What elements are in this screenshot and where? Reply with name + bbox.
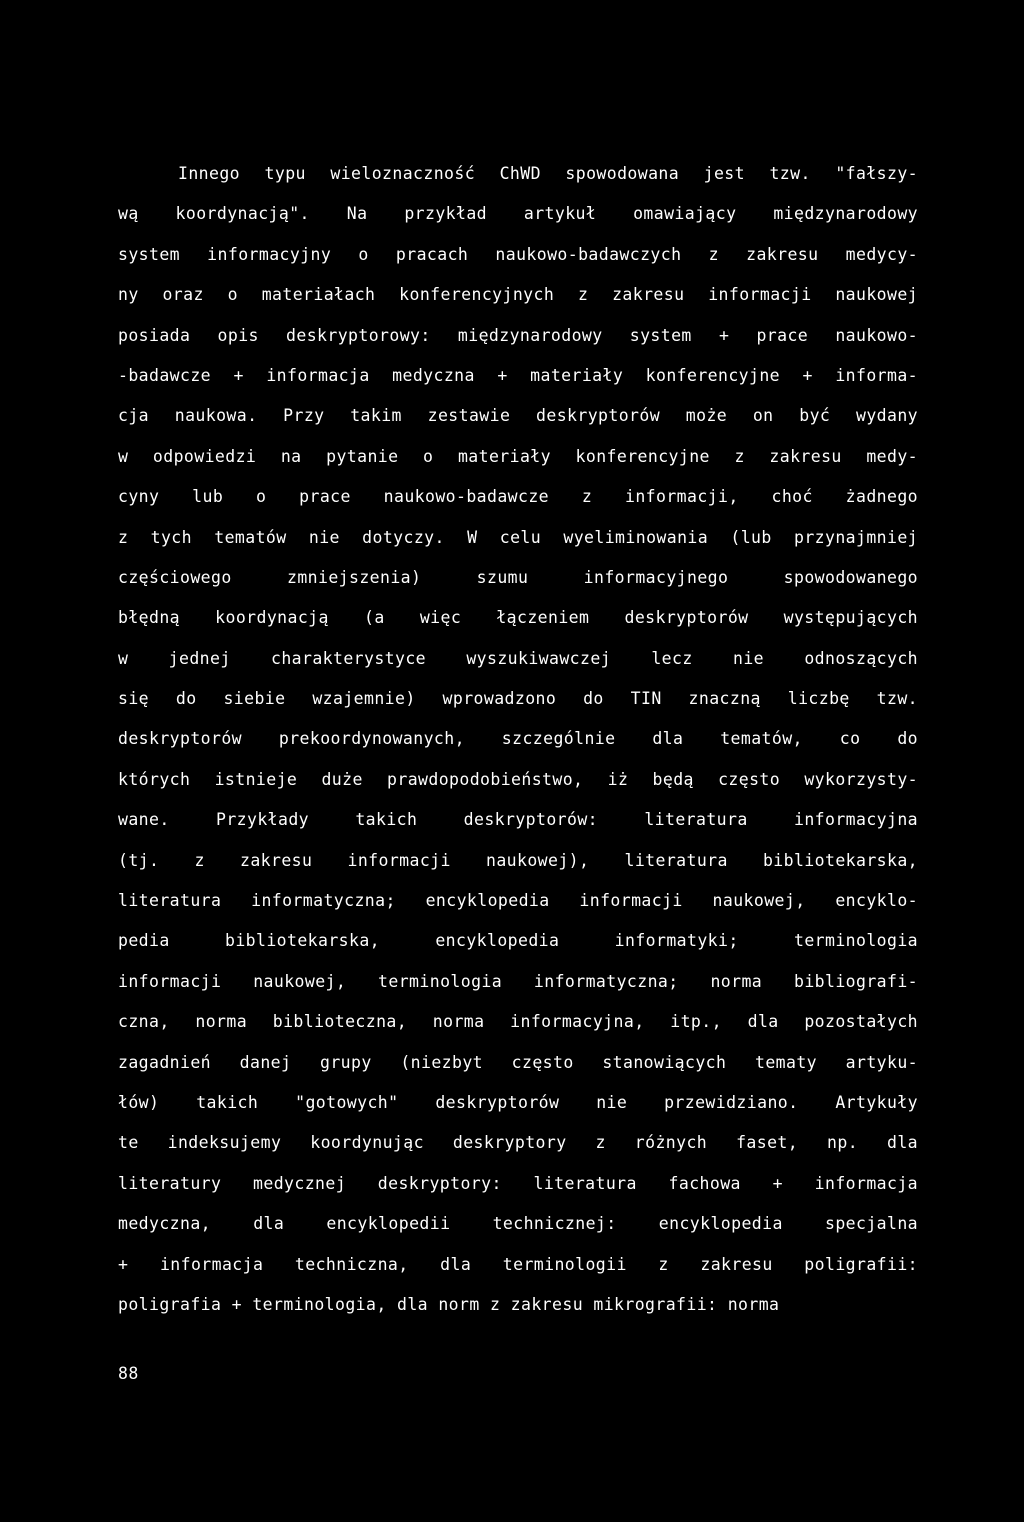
- text-line: poligrafia + terminologia, dla norm z zakresu mikrografii: norma: [118, 1294, 780, 1314]
- text-line: ny oraz o materiałach konferencyjnych z zakresu informacji naukowej: [118, 285, 918, 305]
- text-line: w jednej charakterystyce wyszukiwawczej lecz nie odnoszących: [118, 648, 918, 668]
- text-line: system informacyjny o pracach naukowo-badawczych z zakresu medycy-: [118, 244, 918, 264]
- text-line: w odpowiedzi na pytanie o materiały konferencyjne z zakresu medy-: [118, 446, 918, 466]
- text-line: się do siebie wzajemnie) wprowadzono do TIN znaczną liczbę tzw.: [118, 689, 918, 709]
- text-line: z tych tematów nie dotyczy. W celu wyeliminowania (lub przynajmniej: [118, 527, 918, 547]
- text-line: informacji naukowej, terminologia informatyczna; norma bibliografi-: [118, 971, 918, 991]
- text-line: Innego typu wieloznaczność ChWD spowodowana jest tzw. "fałszy-: [178, 164, 918, 183]
- text-line: literatury medycznej deskryptory: literatura fachowa + informacja: [118, 1173, 918, 1193]
- text-line: wą koordynacją". Na przykład artykuł omawiający międzynarodowy: [118, 204, 918, 224]
- text-line: te indeksujemy koordynując deskryptory z różnych faset, np. dla: [118, 1133, 918, 1153]
- page-number: 88: [118, 1364, 139, 1383]
- text-line: -badawcze + informacja medyczna + materiały konferencyjne + informa-: [118, 365, 918, 385]
- text-line: posiada opis deskryptorowy: międzynarodowy system + prace naukowo-: [118, 325, 918, 345]
- text-line: których istnieje duże prawdopodobieństwo, iż będą często wykorzysty-: [118, 769, 918, 789]
- text-line: zagadnień danej grupy (niezbyt często stanowiących tematy artyku-: [118, 1052, 918, 1072]
- text-line: cyny lub o prace naukowo-badawcze z informacji, choć żadnego: [118, 487, 918, 507]
- text-line: medyczna, dla encyklopedii technicznej: encyklopedia specjalna: [118, 1214, 918, 1234]
- text-line: + informacja techniczna, dla terminologii z zakresu poligrafii:: [118, 1254, 918, 1274]
- text-line: czna, norma biblioteczna, norma informacyjna, itp., dla pozostałych: [118, 1012, 918, 1032]
- text-line: wane. Przykłady takich deskryptorów: literatura informacyjna: [118, 810, 918, 830]
- text-line: deskryptorów prekoordynowanych, szczególnie dla tematów, co do: [118, 729, 918, 749]
- text-line: łów) takich "gotowych" deskryptorów nie przewidziano. Artykuły: [118, 1092, 918, 1112]
- text-line: literatura informatyczna; encyklopedia informacji naukowej, encyklo-: [118, 891, 918, 911]
- text-line: częściowego zmniejszenia) szumu informacyjnego spowodowanego: [118, 567, 918, 587]
- text-line: (tj. z zakresu informacji naukowej), literatura bibliotekarska,: [118, 850, 918, 870]
- text-line: pedia bibliotekarska, encyklopedia informatyki; terminologia: [118, 931, 918, 951]
- text-line: błędną koordynacją (a więc łączeniem deskryptorów występujących: [118, 608, 918, 628]
- text-line: cja naukowa. Przy takim zestawie deskryptorów może on być wydany: [118, 406, 918, 426]
- body-text: [118, 160, 918, 1331]
